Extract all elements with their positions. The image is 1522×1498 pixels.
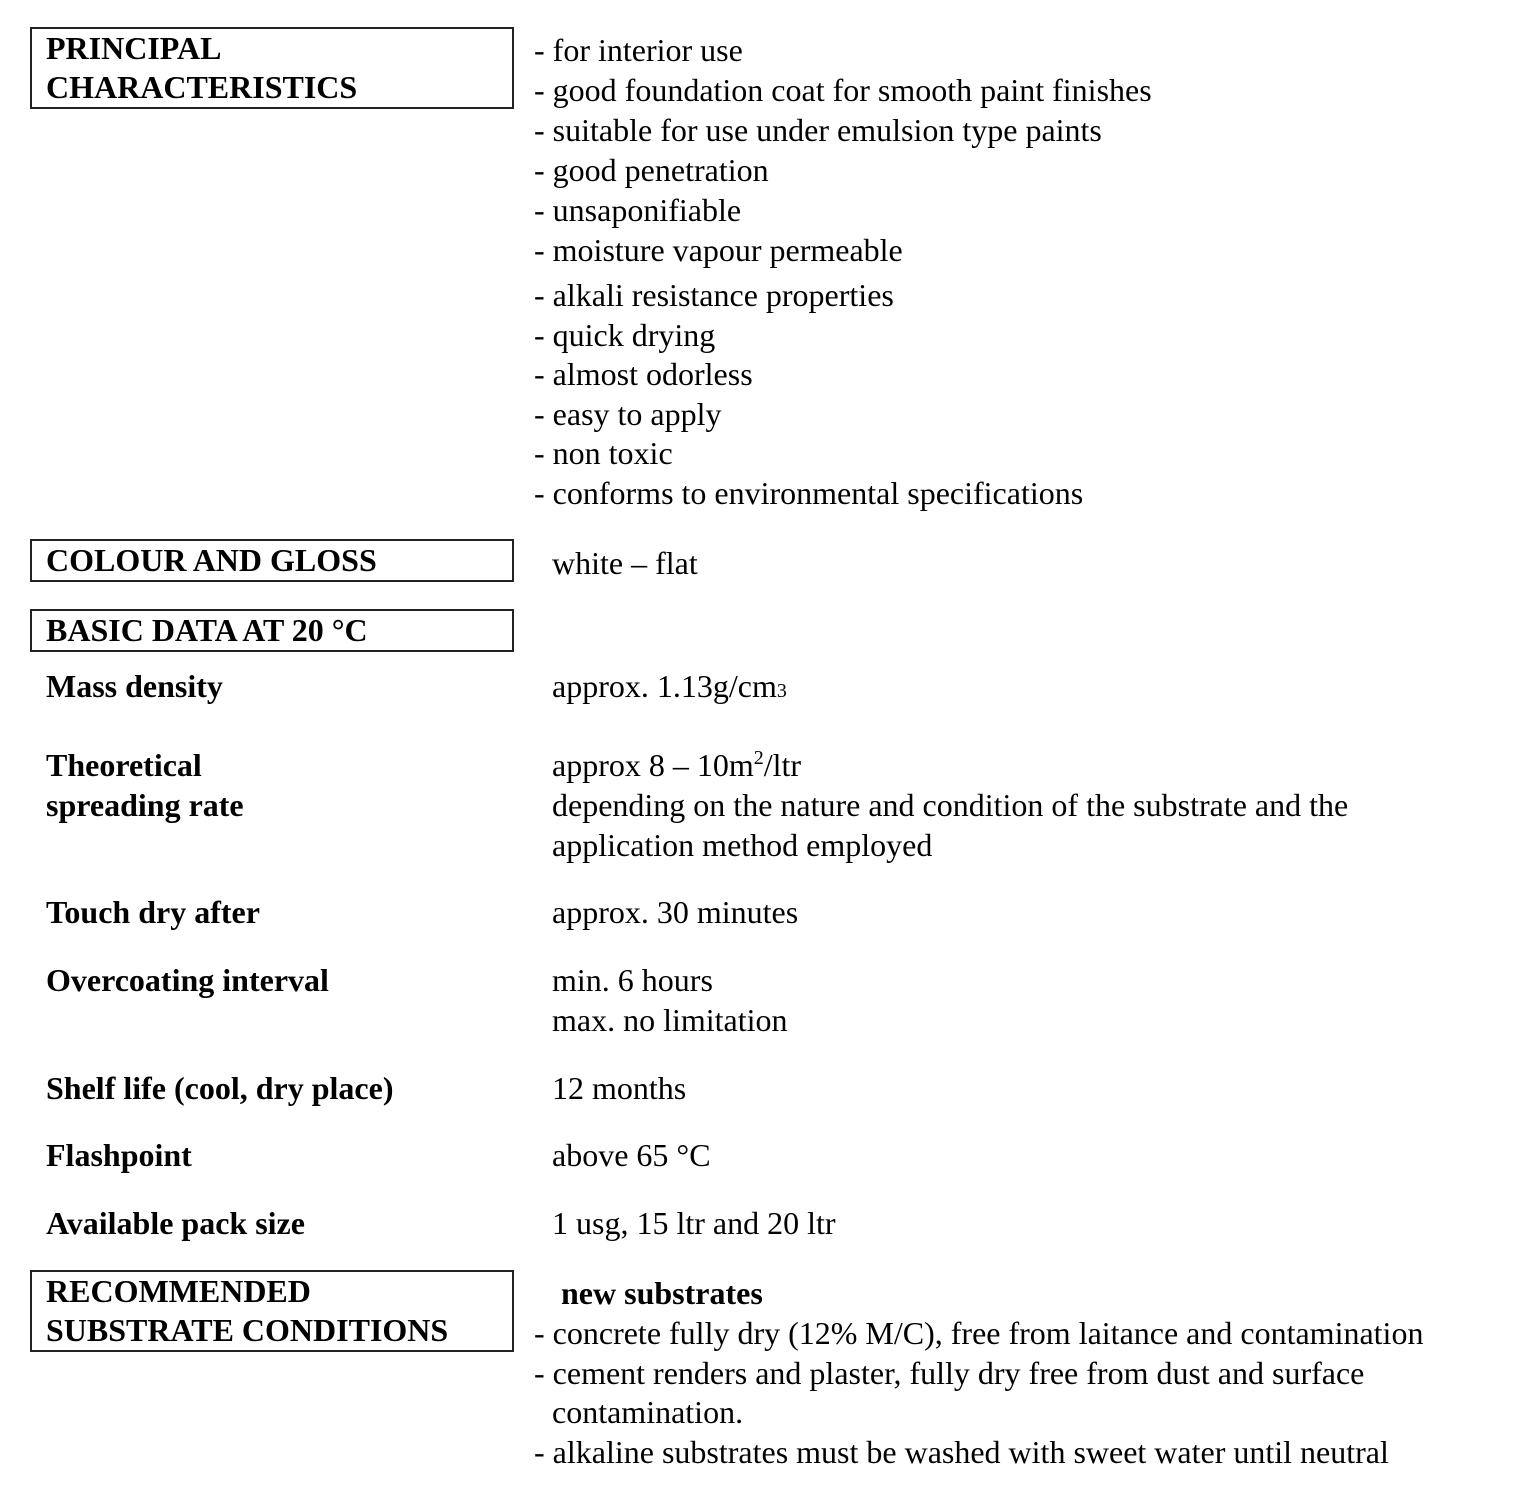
list-item: - conforms to environmental specifications bbox=[534, 474, 1084, 511]
list-item: - moisture vapour permeable bbox=[534, 232, 903, 268]
flashpoint-label: Flashpoint bbox=[46, 1137, 192, 1173]
shelf-life-label: Shelf life (cool, dry place) bbox=[46, 1070, 394, 1106]
spreading-note-line1: depending on the nature and condition of the substrate and the bbox=[552, 787, 1349, 823]
list-item: - good penetration bbox=[534, 152, 769, 188]
list-item: - quick drying bbox=[534, 316, 716, 353]
list-item: - easy to apply bbox=[534, 395, 722, 432]
substrate-subheading: new substrates bbox=[561, 1275, 763, 1311]
mass-density-number: approx. 1.13g/cm bbox=[552, 668, 777, 704]
spreading-value-post: /ltr bbox=[763, 747, 802, 783]
overcoating-value bbox=[552, 960, 788, 1040]
touch-dry-label: Touch dry after bbox=[46, 894, 260, 930]
basic-data-heading: BASIC DATA AT 20 °C bbox=[30, 609, 514, 652]
spreading-rate-amount bbox=[552, 745, 1348, 785]
overcoating-label: Overcoating interval bbox=[46, 962, 329, 998]
substrate-item-cement: - cement renders and plaster, fully dry free from dust and surface bbox=[534, 1355, 1365, 1391]
spreading-value-pre: approx 8 – 10m bbox=[552, 747, 754, 783]
substrate-conditions-heading bbox=[30, 1270, 514, 1352]
list-item: - unsaponifiable bbox=[534, 192, 742, 228]
principal-heading-line2: CHARACTERISTICS bbox=[46, 69, 358, 105]
substrate-heading-line2: SUBSTRATE CONDITIONS bbox=[46, 1312, 449, 1348]
list-item: - alkali resistance properties bbox=[534, 277, 894, 313]
spreading-note-line2: application method employed bbox=[552, 827, 933, 863]
principal-heading-line1: PRINCIPAL bbox=[46, 30, 222, 66]
list-item: - suitable for use under emulsion type paints bbox=[534, 112, 1102, 148]
list-item: - good foundation coat for smooth paint finishes bbox=[534, 72, 1152, 108]
shelf-life-value: 12 months bbox=[552, 1070, 687, 1106]
list-item: - non toxic bbox=[534, 435, 673, 471]
principal-characteristics-list bbox=[534, 30, 1152, 270]
substrate-item-cement-cont: contamination. bbox=[552, 1394, 744, 1430]
substrate-heading-line1: RECOMMENDED bbox=[46, 1273, 311, 1309]
pack-size-label: Available pack size bbox=[46, 1205, 305, 1241]
colour-and-gloss-heading: COLOUR AND GLOSS bbox=[30, 539, 514, 582]
spreading-label-line2: spreading rate bbox=[46, 787, 244, 823]
mass-density-unit-exponent: 3 bbox=[776, 680, 787, 702]
flashpoint-value: above 65 °C bbox=[552, 1137, 711, 1173]
spreading-value-exponent: 2 bbox=[753, 747, 764, 769]
spreading-rate-label bbox=[46, 745, 244, 825]
mass-density-value bbox=[552, 666, 787, 711]
touch-dry-value: approx. 30 minutes bbox=[552, 894, 799, 930]
overcoating-min: min. 6 hours bbox=[552, 962, 713, 998]
mass-density-label: Mass density bbox=[46, 668, 223, 704]
principal-characteristics-list-2 bbox=[534, 276, 1083, 513]
principal-characteristics-heading bbox=[30, 27, 514, 109]
substrate-item-alkaline: - alkaline substrates must be washed with sweet water until neutral bbox=[534, 1434, 1389, 1470]
spreading-rate-value bbox=[552, 745, 1348, 865]
substrate-item-concrete: - concrete fully dry (12% M/C), free from laitance and contamination bbox=[534, 1315, 1424, 1351]
spreading-label-line1: Theoretical bbox=[46, 747, 202, 783]
list-item: - almost odorless bbox=[534, 356, 753, 392]
list-item: - for interior use bbox=[534, 32, 743, 68]
overcoating-max: max. no limitation bbox=[552, 1002, 788, 1038]
pack-size-value: 1 usg, 15 ltr and 20 ltr bbox=[552, 1205, 836, 1241]
colour-and-gloss-value: white – flat bbox=[552, 545, 698, 581]
